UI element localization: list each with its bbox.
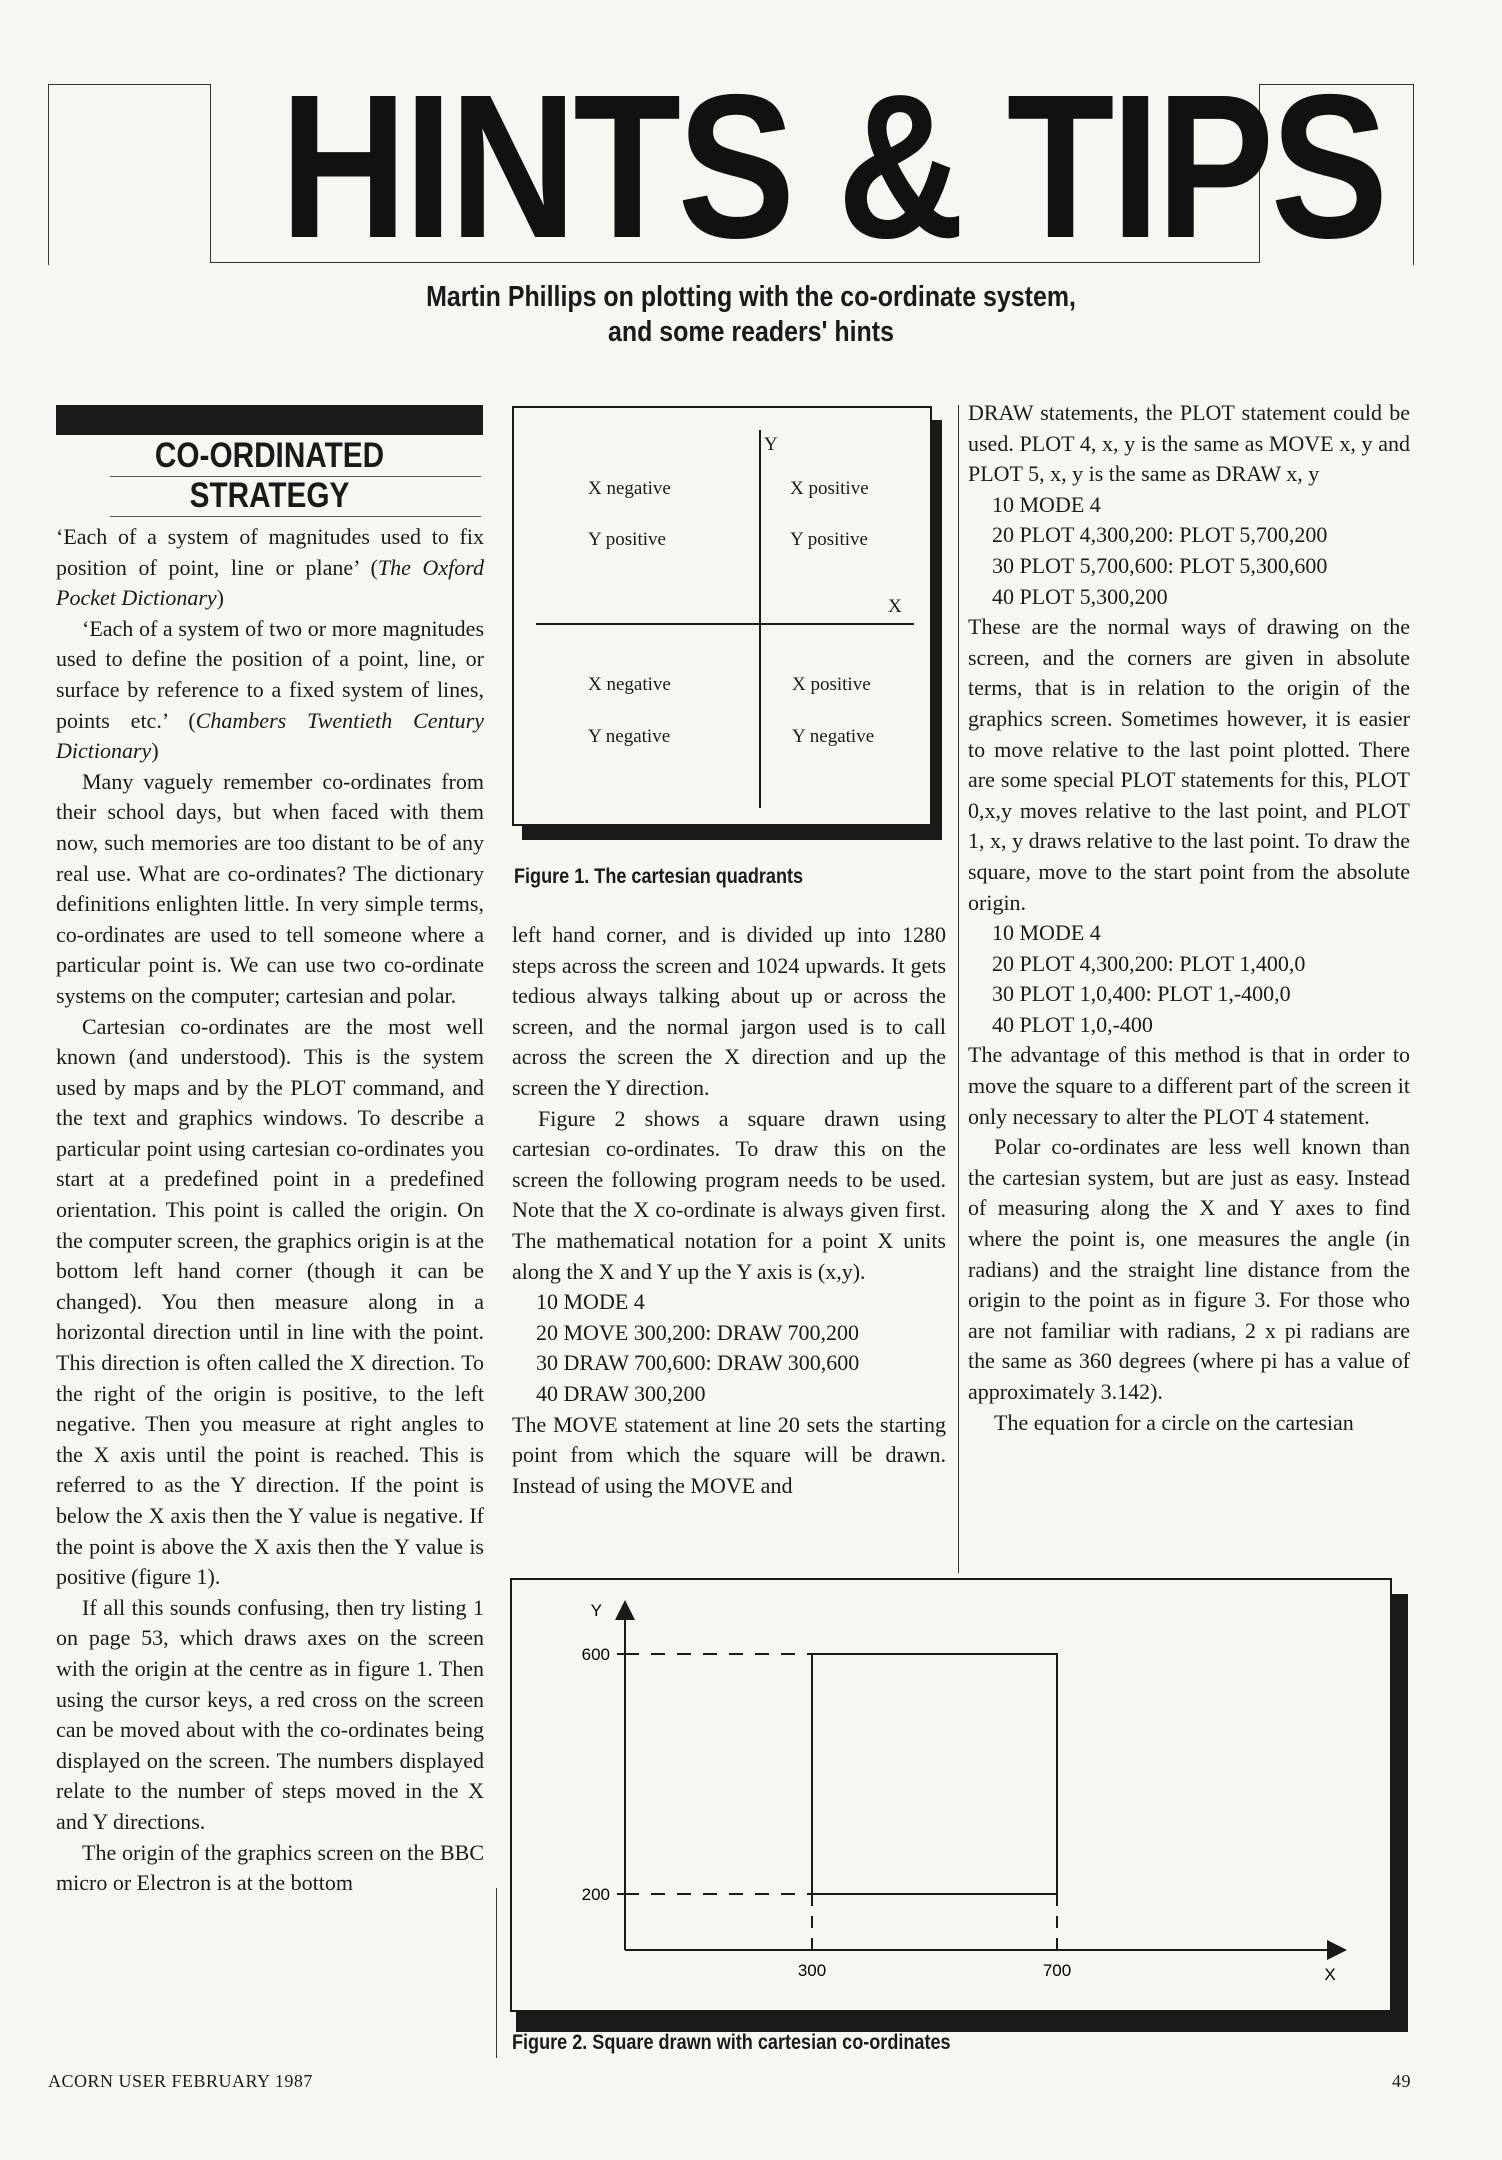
code-line: 10 MODE 4 xyxy=(536,1289,645,1315)
quote-oxford: ‘Each of a system of magnitudes used to fix position of point, line or plane’ (The Oxford Pocket Dictionary) xyxy=(56,524,484,611)
figure-1-axes xyxy=(514,408,930,824)
code-line: 40 PLOT 5,300,200 xyxy=(992,583,1168,609)
q-tl-x: X negative xyxy=(588,478,671,499)
paragraph: DRAW statements, the PLOT statement could be used. PLOT 4, x, y is the same as MOVE x, y and PLOT 5, x, y is the same as DRAW x, y xyxy=(968,400,1410,487)
code-line: 30 PLOT 5,700,600: PLOT 5,300,600 xyxy=(992,552,1328,578)
column-rule-left xyxy=(496,1888,497,2058)
code-line: 30 DRAW 700,600: DRAW 300,600 xyxy=(536,1350,860,1376)
code-line: 20 PLOT 4,300,200: PLOT 5,700,200 xyxy=(992,522,1328,548)
quote-chambers: ‘Each of a system of two or more magnitudes used to define the position of a point, line, or surface by reference to a fixed system of lines, points etc.’ (Chambers Twentieth Century Dictionary) xyxy=(56,615,485,764)
paragraph: The origin of the graphics screen on the BBC micro or Electron is at the bottom xyxy=(56,1839,484,1896)
column-rule-right xyxy=(958,405,959,1573)
code-line: 10 MODE 4 xyxy=(992,920,1101,946)
q-tl-y: Y positive xyxy=(588,529,666,550)
paragraph: left hand corner, and is divided up into 1280 steps across the screen and 1024 upwards. It gets tedious always talking about up or across the screen, and the normal jargon used is to call across the screen the X direction and up the screen the Y direction. xyxy=(512,922,946,1100)
code-line: 40 PLOT 1,0,-400 xyxy=(992,1011,1153,1037)
code-line: 20 MOVE 300,200: DRAW 700,200 xyxy=(536,1319,859,1345)
q-tr-x: X positive xyxy=(790,478,869,499)
paragraph: The advantage of this method is that in order to move the square to a different part of the screen it only necessary to alter the PLOT 4 statement. xyxy=(968,1042,1410,1129)
paragraph: Many vaguely remember co-ordinates from their school days, but when faced with them now, such memories are too distant to be of any real use. What are co-ordinates? The dictionary definitions enlighten little. In very simple terms, co-ordinates are used to tell someone where a particular point is. We can use two co-ordinate systems on the computer; cartesian and polar. xyxy=(56,768,484,1008)
code-line: 40 DRAW 300,200 xyxy=(536,1380,706,1406)
figure-2-square xyxy=(812,1654,1057,1894)
figure-1 xyxy=(512,406,932,826)
page-number: 49 xyxy=(1392,2071,1411,2091)
subtitle-line-2: and some readers' hints xyxy=(608,316,894,348)
q-br-x: X positive xyxy=(792,674,871,695)
q-tr-y: Y positive xyxy=(790,529,868,550)
figure-1-caption: Figure 1. The cartesian quadrants xyxy=(514,865,804,888)
section-rule-2 xyxy=(110,516,481,517)
figure-2-axis-y-label: Y xyxy=(590,1601,602,1620)
figure-1-axis-y-label: Y xyxy=(764,434,778,455)
paragraph: Figure 2 shows a square drawn using cartesian co-ordinates. To draw this on the screen the following program needs to be used. Note that the X co-ordinate is always given first. The mathematical notation for a point X units along the X and Y up the Y axis is (x,y). xyxy=(512,1105,946,1284)
section-title-line-1: CO-ORDINATED xyxy=(154,436,385,475)
masthead-title: HINTS & TIPS xyxy=(280,52,1385,281)
subtitle-line-1: Martin Phillips on plotting with the co-ordinate system, xyxy=(426,281,1076,313)
code-line: 20 PLOT 4,300,200: PLOT 1,400,0 xyxy=(992,950,1306,976)
column-1 xyxy=(56,522,484,1899)
footer-issue: ACORN USER FEBRUARY 1987 xyxy=(48,2071,313,2091)
paragraph: The equation for a circle on the cartesian xyxy=(994,1409,1354,1435)
tick-label-x-700: 700 xyxy=(1042,1961,1072,1980)
paragraph: If all this sounds confusing, then try listing 1 on page 53, which draws axes on the screen with the origin at the centre as in figure 1. Then using the cursor keys, a red cross on the screen can be moved about with the co-ordinates being displayed on the screen. The numbers displayed relate to the number of steps moved in the X and Y directions. xyxy=(56,1594,484,1834)
article-subtitle xyxy=(320,280,1182,350)
tick-label-y-600: 600 xyxy=(581,1645,610,1664)
code-line: 30 PLOT 1,0,400: PLOT 1,-400,0 xyxy=(992,981,1291,1007)
section-bar xyxy=(56,405,483,435)
figure-2 xyxy=(510,1578,1392,2012)
tick-label-x-300: 300 xyxy=(797,1961,827,1980)
paragraph: The MOVE statement at line 20 sets the starting point from which the square will be drawn. Instead of using the MOVE and xyxy=(512,1411,946,1498)
paragraph: Cartesian co-ordinates are the most well known (and understood). This is the system used by maps and by the PLOT command, and the text and graphics windows. To describe a particular point using cartesian co-ordinates you start at a predefined point in a predefined orientation. This point is called the origin. On the computer screen, the graphics origin is at the bottom left hand corner (though it can be changed). You then measure along in a horizontal direction until in line with the point. This direction is often called the X direction. To the right of the origin is positive, to the left negative. Then you measure at right angles to the X axis until the point is reached. This is referred to as the Y direction. If the point is below the X axis then the Y value is negative. If the point is above the X axis then the Y value is positive (figure 1). xyxy=(56,1013,484,1590)
column-2 xyxy=(512,920,946,1501)
section-rule-1 xyxy=(110,476,481,477)
figure-2-plot xyxy=(512,1580,1390,2010)
q-br-y: Y negative xyxy=(792,726,875,747)
q-bl-x: X negative xyxy=(588,674,671,695)
figure-2-axis-x-label: X xyxy=(1324,1965,1336,1984)
figure-2-caption: Figure 2. Square drawn with cartesian co-ordinates xyxy=(512,2031,951,2054)
code-line: 10 MODE 4 xyxy=(992,491,1101,517)
section-title-line-2: STRATEGY xyxy=(189,476,350,515)
figure-1-axis-x-label: X xyxy=(888,596,902,617)
column-3 xyxy=(968,398,1410,1438)
q-bl-y: Y negative xyxy=(588,726,671,747)
paragraph: Polar co-ordinates are less well known than the cartesian system, but are just as easy. Instead of measuring along the X and Y axes to find where the point is, one measures the angle (in radians) and the straight line distance from the origin to the point as in figure 3. For those who are not familiar with radians, 2 x pi radians are the same as 360 degrees (where pi has a value of approximately 3.142). xyxy=(968,1134,1410,1404)
tick-label-y-200: 200 xyxy=(581,1885,610,1904)
paragraph: These are the normal ways of drawing on the screen, and the corners are given in absolute terms, that is in relation to the origin of the graphics screen. Sometimes however, it is easier to move relative to the last point plotted. There are some special PLOT statements for this, PLOT 0,x,y moves relative to the last point, and PLOT 1, x, y draws relative to the last point. To draw the square, move to the start point from the absolute origin. xyxy=(968,614,1410,915)
